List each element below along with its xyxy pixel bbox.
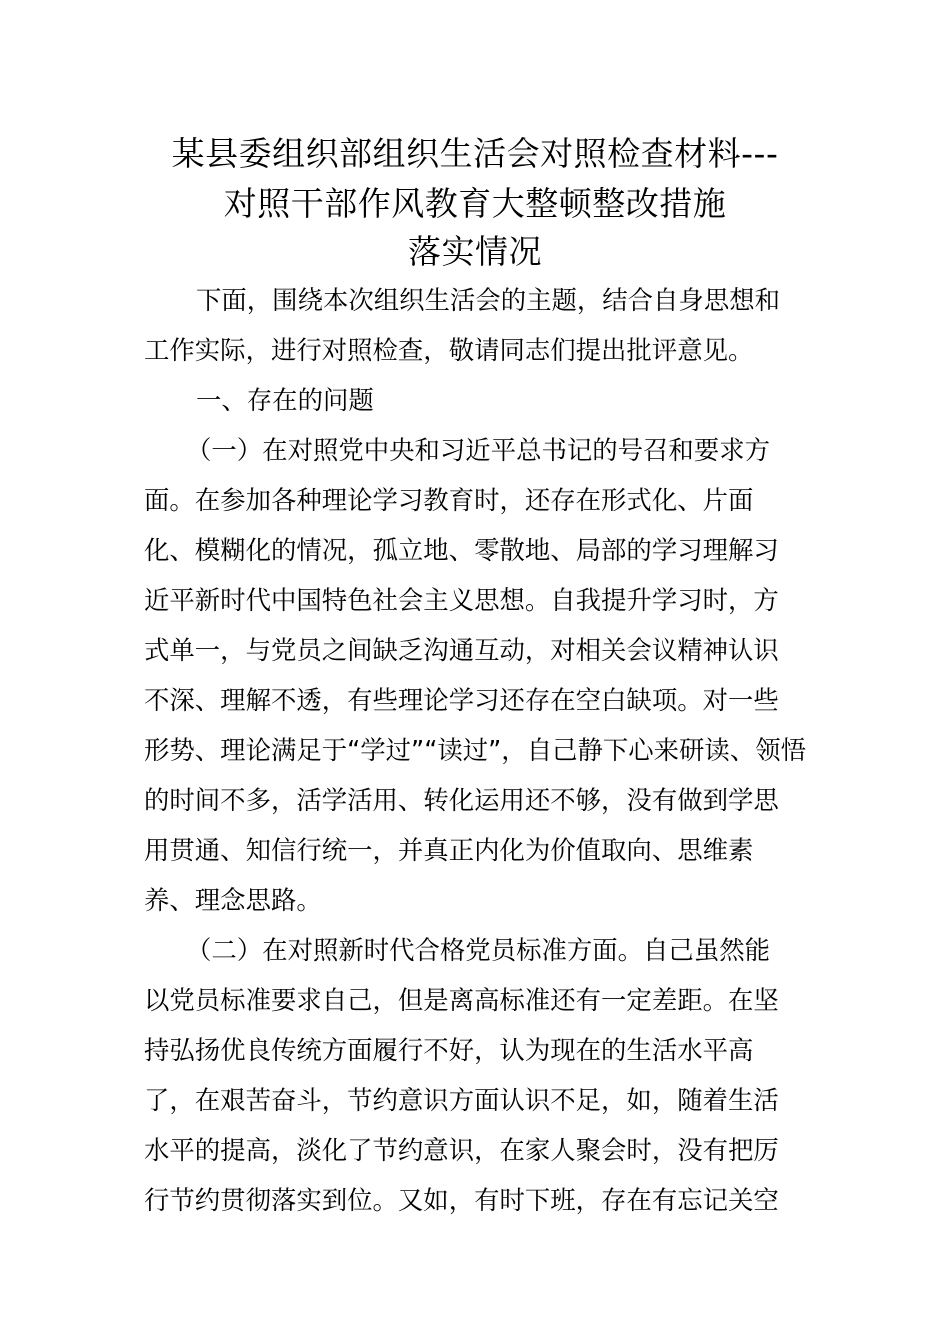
body-line: 以党员标准要求自己，但是离高标准还有一定差距。在坚 <box>144 985 779 1015</box>
body-line: 下面，围绕本次组织生活会的主题，结合自身思想和 <box>196 285 780 315</box>
body-line: 近平新时代中国特色社会主义思想。自我提升学习时，方 <box>144 585 779 615</box>
body-line: 化、模糊化的情况，孤立地、零散地、局部的学习理解习 <box>144 535 779 565</box>
body-line: 行节约贯彻落实到位。又如，有时下班，存在有忘记关空 <box>144 1185 779 1215</box>
body-line: 式单一，与党员之间缺乏沟通互动，对相关会议精神认识 <box>144 635 779 665</box>
body-line: 水平的提高，淡化了节约意识，在家人聚会时，没有把厉 <box>144 1135 779 1165</box>
document-title-line-2: 对照干部作风教育大整顿整改措施 <box>223 184 727 223</box>
body-line: 工作实际，进行对照检查，敬请同志们提出批评意见。 <box>144 335 754 365</box>
body-line: （一）在对照党中央和习近平总书记的号召和要求方 <box>186 435 770 465</box>
document-title-line-3: 落实情况 <box>408 232 542 271</box>
body-line: 的时间不多，活学活用、转化运用还不够，没有做到学思 <box>144 785 779 815</box>
body-line: 用贯通、知信行统一，并真正内化为价值取向、思维素 <box>144 835 754 865</box>
document-title-line-1: 某县委组织部组织生活会对照检查材料--- <box>171 134 779 173</box>
body-line: 不深、理解不透，有些理论学习还存在空白缺项。对一些 <box>144 685 779 715</box>
body-line: 面。在参加各种理论学习教育时，还存在形式化、片面 <box>144 485 754 515</box>
body-line: （二）在对照新时代合格党员标准方面。自己虽然能 <box>186 935 770 965</box>
body-line: 持弘扬优良传统方面履行不好，认为现在的生活水平高 <box>144 1035 754 1065</box>
body-line: 形势、理论满足于“学过”“读过”，自己静下心来研读、领悟 <box>144 735 806 765</box>
body-line: 了，在艰苦奋斗，节约意识方面认识不足，如，随着生活 <box>144 1085 779 1115</box>
body-line: 养、理念思路。 <box>144 885 322 915</box>
section-heading: 一、存在的问题 <box>196 385 374 415</box>
